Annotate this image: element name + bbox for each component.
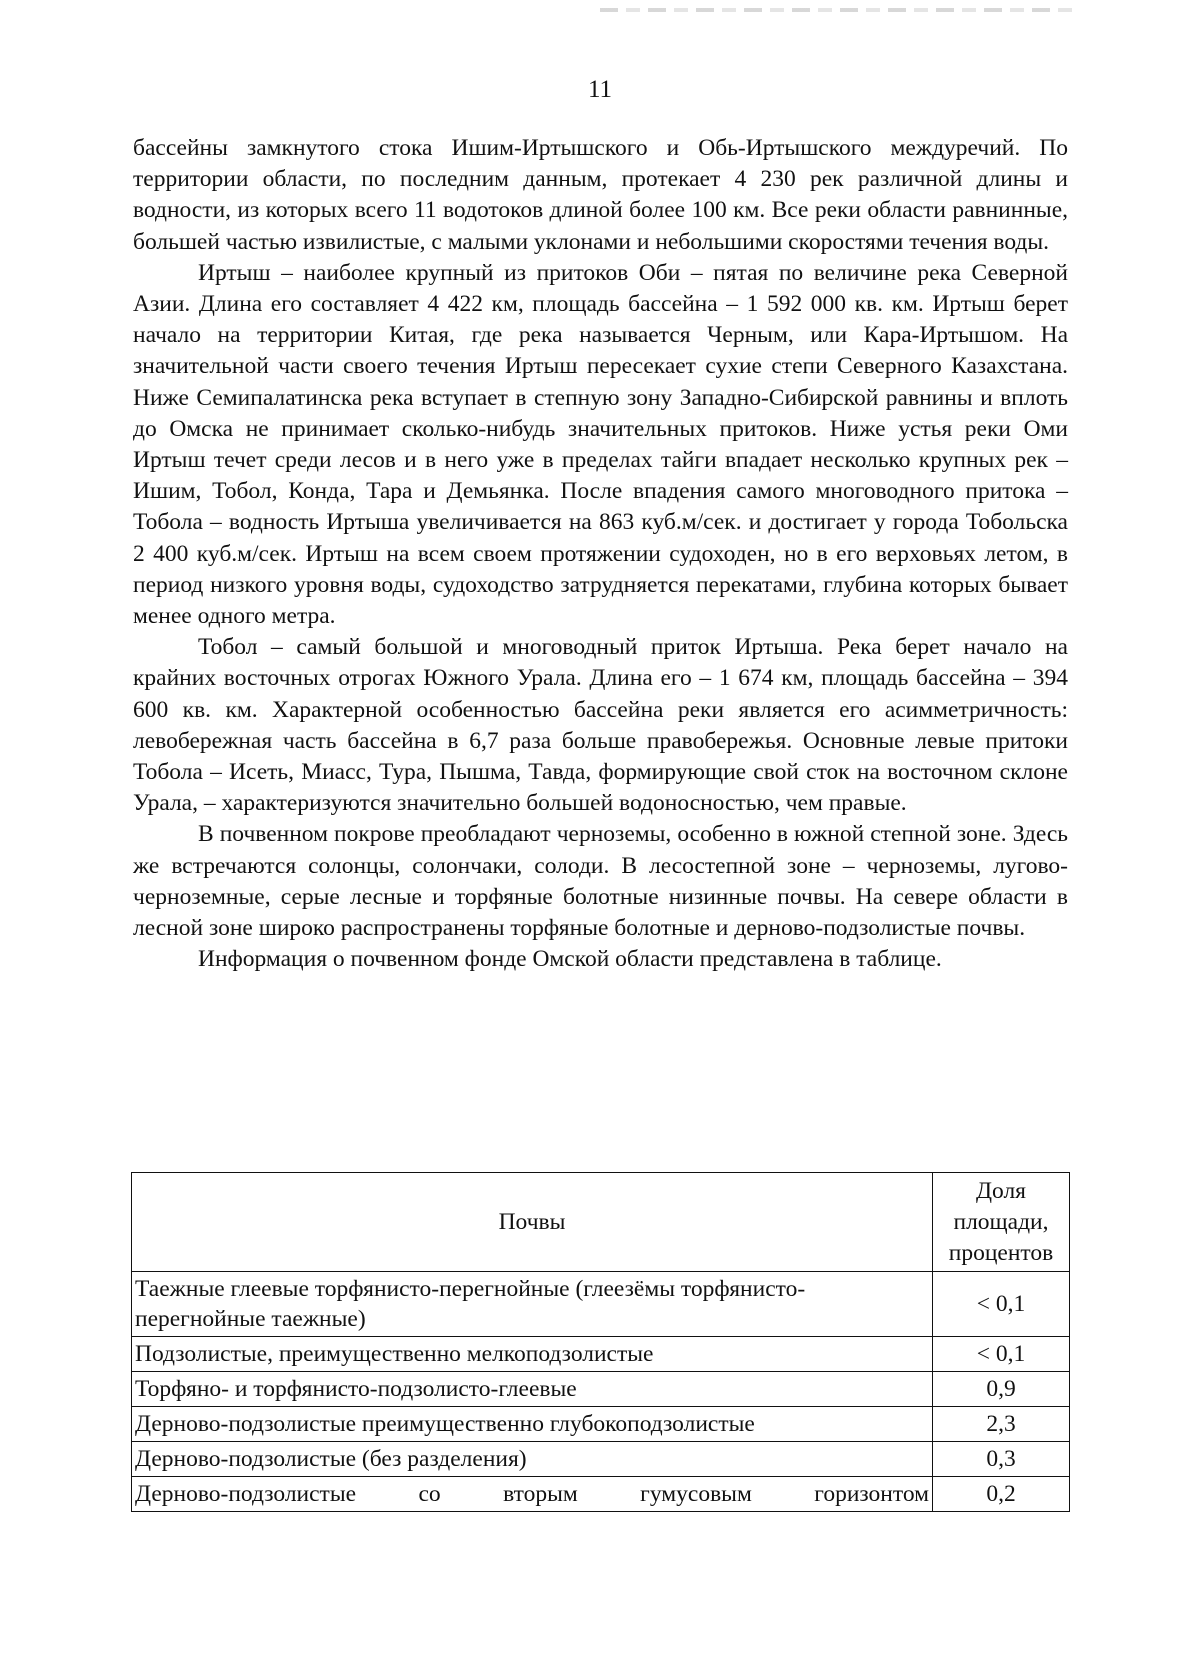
soil-name: Подзолистые, преимущественно мелкоподзолистые	[132, 1337, 933, 1372]
soil-name: Торфяно- и торфянисто-подзолисто-глеевые	[132, 1372, 933, 1407]
body-text	[133, 133, 1068, 975]
paragraph-rivers-overview: бассейны замкнутого стока Ишим-Иртышского и Обь-Иртышского междуречий. По территории области, по последним данным, протекает 4 230 рек различной длины и водности, из которых всего 11 водотоков длиной более 100 км. Все реки области равнинные, большей частью извилистые, с малыми уклонами и небольшими скоростями течения воды.	[133, 135, 1068, 255]
table-row	[132, 1272, 1070, 1337]
table-row	[132, 1337, 1070, 1372]
header-soil: Почвы	[132, 1173, 933, 1272]
scan-artifact	[600, 8, 1080, 12]
soil-share: 0,9	[933, 1372, 1070, 1407]
soil-share: 2,3	[933, 1407, 1070, 1442]
soil-share: < 0,1	[933, 1272, 1070, 1337]
table-header-row	[132, 1173, 1070, 1272]
soil-name: Таежные глеевые торфянисто-перегнойные (глеезёмы торфянисто-перегнойные таежные)	[132, 1272, 933, 1337]
table-row	[132, 1442, 1070, 1477]
table-row	[132, 1477, 1070, 1512]
page-number: 11	[587, 76, 613, 103]
header-share: Доля площади, процентов	[933, 1173, 1070, 1272]
soil-share: < 0,1	[933, 1337, 1070, 1372]
table-row	[132, 1407, 1070, 1442]
paragraph-irtysh: Иртыш – наиболее крупный из притоков Оби – пятая по величине река Северной Азии. Длина его составляет 4 422 км, площадь бассейна – 1 592 000 кв. км. Иртыш берет начало на территории Китая, где река называется Черным, или Кара-Иртышом. На значительной части своего течения Иртыш пересекает сухие степи Северного Казахстана. Ниже Семипалатинска река вступает в степную зону Западно-Сибирской равнины и вплоть до Омска не принимает сколько-нибудь значительных притоков. Ниже устья реки Оми Иртыш течет среди лесов и в него уже в пределах тайги впадает несколько крупных рек – Ишим, Тобол, Конда, Тара и Демьянка. После впадения самого многоводного притока – Тобола – водность Иртыша увеличивается на 863 куб.м/сек. и достигает у города Тобольска 2 400 куб.м/сек. Иртыш на всем своем протяжении судоходен, но в его верховьях летом, в период низкого уровня воды, судоходство затрудняется перекатами, глубина которых бывает менее одного метра.	[133, 259, 1068, 630]
soil-name: Дерново-подзолистые со вторым гумусовым горизонтом	[132, 1477, 933, 1512]
soil-table	[131, 1172, 1070, 1512]
table-row	[132, 1372, 1070, 1407]
soil-name: Дерново-подзолистые (без разделения)	[132, 1442, 933, 1477]
paragraph-table-intro: Информация о почвенном фонде Омской области представлена в таблице.	[198, 946, 942, 973]
paragraph-soil-cover: В почвенном покрове преобладают черноземы, особенно в южной степной зоне. Здесь же встречаются солонцы, солончаки, солоди. В лесостепной зоне – черноземы, лугово-черноземные, серые лесные и торфяные болотные низинные почвы. На севере области в лесной зоне широко распространены торфяные болотные и дерново-подзолистые почвы.	[133, 821, 1068, 942]
soil-share: 0,3	[933, 1442, 1070, 1477]
paragraph-tobol: Тобол – самый большой и многоводный приток Иртыша. Река берет начало на крайних восточных отрогах Южного Урала. Длина его – 1 674 км, площадь бассейна – 394 600 кв. км. Характерной особенностью бассейна реки является его асимметричность: левобережная часть бассейна в 6,7 раза больше правобережья. Основные левые притоки Тобола – Исеть, Миасс, Тура, Пышма, Тавда, формирующие свой сток на восточном склоне Урала, – характеризуются значительно большей водоносностью, чем правые.	[133, 634, 1068, 817]
soil-name: Дерново-подзолистые преимущественно глубокоподзолистые	[132, 1407, 933, 1442]
soil-share: 0,2	[933, 1477, 1070, 1512]
